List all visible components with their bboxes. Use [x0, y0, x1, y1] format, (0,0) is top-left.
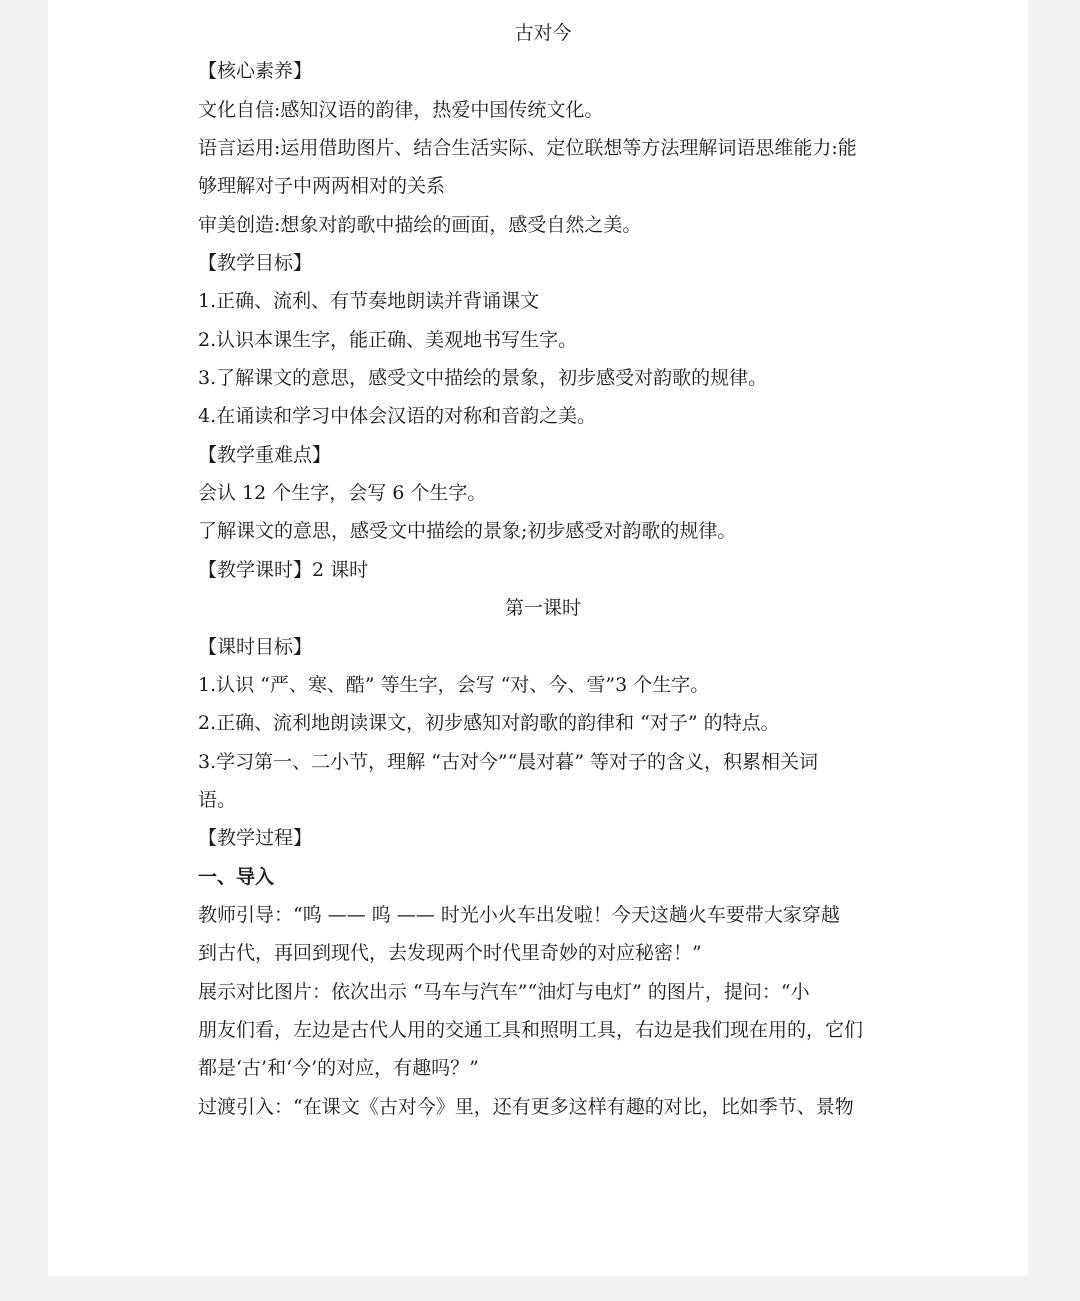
- document-page: [48, 0, 1028, 1276]
- text-line: 语。: [198, 788, 237, 811]
- text-line: 语言运用:运用借助图片、结合生活实际、定位联想等方法理解词语思维能力:能: [198, 137, 857, 160]
- text-line: 到古代，再回到现代，去发现两个时代里奇妙的对应秘密！”: [198, 942, 702, 965]
- text-line: 会认 12 个生字，会写 6 个生字。: [198, 482, 487, 505]
- document-body: [198, 14, 888, 1126]
- text-line: 都是‘古’和‘今’的对应，有趣吗？”: [198, 1057, 479, 1080]
- text-line: 【教学重难点】: [198, 443, 332, 466]
- text-line: 3.学习第一、二小节，理解 “古对今”“晨对暮” 等对子的含义，积累相关词: [198, 750, 819, 773]
- text-line: 教师引导：“呜 —— 呜 —— 时光小火车出发啦！今天这趟火车要带大家穿越: [198, 903, 840, 926]
- text-line: 展示对比图片：依次出示 “马车与汽车”“油灯与电灯” 的图片，提问：“小: [198, 980, 810, 1003]
- text-line: 了解课文的意思，感受文中描绘的景象;初步感受对韵歌的规律。: [198, 520, 737, 543]
- step-heading: 一、导入: [198, 865, 275, 888]
- text-line: 够理解对子中两两相对的关系: [198, 175, 446, 198]
- text-line: 2.正确、流利地朗读课文，初步感知对韵歌的韵律和 “对子” 的特点。: [198, 712, 780, 735]
- document-title: 古对今: [514, 22, 572, 44]
- text-line: 4.在诵读和学习中体会汉语的对称和音韵之美。: [198, 405, 597, 428]
- text-line: 审美创造:想象对韵歌中描绘的画面，感受自然之美。: [198, 213, 642, 236]
- text-line: 1.正确、流利、有节奏地朗读并背诵课文: [198, 290, 540, 313]
- text-line: 1.认识 “严、寒、酷” 等生字，会写 “对、今、雪”3 个生字。: [198, 673, 710, 696]
- text-line: 【课时目标】: [198, 635, 313, 658]
- text-line: 过渡引入：“在课文《古对今》里，还有更多这样有趣的对比，比如季节、景物: [198, 1095, 854, 1118]
- text-line: 文化自信:感知汉语的韵律，热爱中国传统文化。: [198, 98, 604, 121]
- section-heading: 第一课时: [504, 597, 581, 620]
- text-line: 【教学过程】: [198, 827, 313, 850]
- text-line: 2.认识本课生字，能正确、美观地书写生字。: [198, 328, 578, 351]
- text-line: 【核心素养】: [198, 60, 313, 83]
- text-line: 3.了解课文的意思，感受文中描绘的景象，初步感受对韵歌的规律。: [198, 367, 768, 390]
- text-line: 【教学目标】: [198, 252, 313, 275]
- text-line: 【教学课时】2 课时: [198, 558, 369, 581]
- text-line: 朋友们看，左边是古代人用的交通工具和照明工具，右边是我们现在用的，它们: [198, 1018, 864, 1041]
